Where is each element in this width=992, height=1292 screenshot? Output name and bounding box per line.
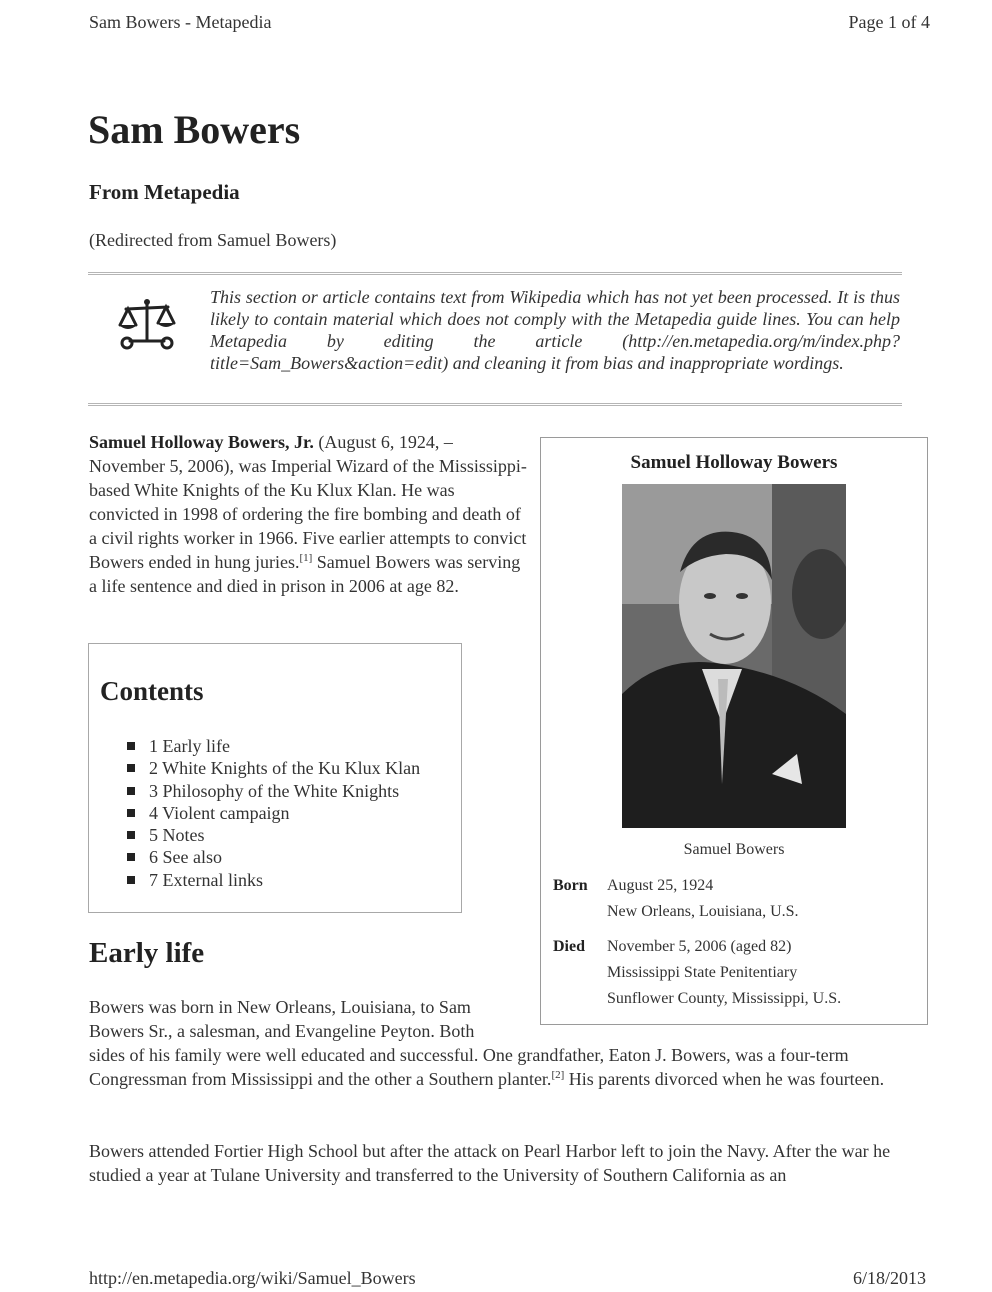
toc-item-white-knights[interactable] [127,757,420,779]
intro-paragraph [89,430,529,598]
toc-item-label[interactable]: 6 See also [149,847,222,868]
bullet-icon [127,831,135,839]
born-label: Born [553,877,588,894]
died-place-1: Mississippi State Penitentiary [607,964,798,981]
bullet-icon [127,853,135,861]
toc-item-label[interactable]: 1 Early life [149,736,230,756]
infobox [540,437,928,1025]
print-footer-date: 6/18/2013 [852,1268,926,1288]
toc-item-violent-campaign[interactable] [127,802,420,824]
bullet-icon [127,787,135,795]
intro-bold-name: Samuel Holloway Bowers, Jr. [89,432,314,452]
toc-item-philosophy[interactable] [127,780,420,802]
toc-item-label[interactable]: 4 Violent campaign [149,802,290,823]
toc-item-label[interactable]: 3 Philosophy of the White Knights [149,780,400,801]
early-life-text-b: His parents divorced when he was fourteen. [564,1069,885,1089]
toc-item-early-life[interactable] [127,735,420,757]
died-label: Died [553,938,585,955]
early-life-para-2: Bowers attended Fortier High School but after the attack on Pearl Harbor left to join the Navy. After the war he studied a year at Tulane University and transferred to the University of Southern California as an [89,1141,891,1185]
bullet-icon [127,809,135,817]
early-life-para-1-line-1: Bowers was born in New Orleans, Louisiana, to Sam [89,997,471,1017]
portrait-photo [622,484,846,828]
bullet-icon [127,764,135,772]
page-subtitle: From Metapedia [89,180,240,204]
early-life-para-1-line-2: Bowers Sr., a salesman, and Evangeline Peyton. Both [89,1021,475,1041]
born-date: August 25, 1924 [607,877,714,894]
bullet-icon [127,876,135,884]
toc-item-label[interactable]: 5 Notes [149,825,205,846]
died-date: November 5, 2006 (aged 82) [607,938,792,955]
photo-caption: Samuel Bowers [683,841,785,858]
toc-item-label[interactable]: 2 White Knights of the Ku Klux Klan [149,758,421,779]
intro-text-1: (August 6, 1924, – November 5, 2006), was Imperial Wizard of the Mississippi-based White Knights of the Ku Klux Klan. He was convicted in 1998 of ordering the fire bombing and death of a civil rights worker in 1966. Five earlier attempts to convict Bowers ended in hung juries. [89,432,527,572]
toc-title: Contents [100,676,204,706]
print-footer-url: http://en.metapedia.org/wiki/Samuel_Bowers [89,1268,416,1288]
toc-item-external-links[interactable] [127,869,420,891]
died-place-2: Sunflower County, Mississippi, U.S. [607,990,842,1007]
early-life-para-1-rest [89,1043,915,1091]
toc-item-notes[interactable] [127,824,420,846]
notice-box [88,272,902,406]
intro-text-2: Samuel Bowers was serving a life sentence and died in prison in 2006 at age 82. [89,552,521,596]
scales-icon [116,297,178,358]
early-life-text-a: sides of his family were well educated and successful. One grandfather, Eaton J. Bowers, was a four-term Congressman from Mississippi and the other a Southern planter. [89,1045,849,1089]
print-header-title: Sam Bowers - Metapedia [89,12,272,32]
toc-item-see-also[interactable] [127,846,420,868]
notice-text: This section or article contains text from Wikipedia which has not yet been processed. It is thus likely to contain material which does not comply with the Metapedia guide lines. You can help Metapedia by editing the article (http://en.metapedia.org/m/index.php?title=Sam_Bowers&action=edit) and cleaning it from bias and inappropriate wordings. [210,287,900,373]
born-place: New Orleans, Louisiana, U.S. [607,903,799,920]
print-header-page: Page 1 of 4 [848,12,930,32]
infobox-title: Samuel Holloway Bowers [630,452,838,473]
toc-list [127,735,420,891]
table-of-contents [88,643,462,913]
toc-item-label[interactable]: 7 External links [149,869,263,890]
redirect-note: (Redirected from Samuel Bowers) [89,230,337,250]
ref-2-link[interactable]: [2] [551,1069,565,1081]
section-heading-early-life: Early life [89,937,205,969]
page-title: Sam Bowers [88,107,301,152]
bullet-icon [127,742,135,750]
ref-1-link[interactable]: [1] [299,552,313,564]
